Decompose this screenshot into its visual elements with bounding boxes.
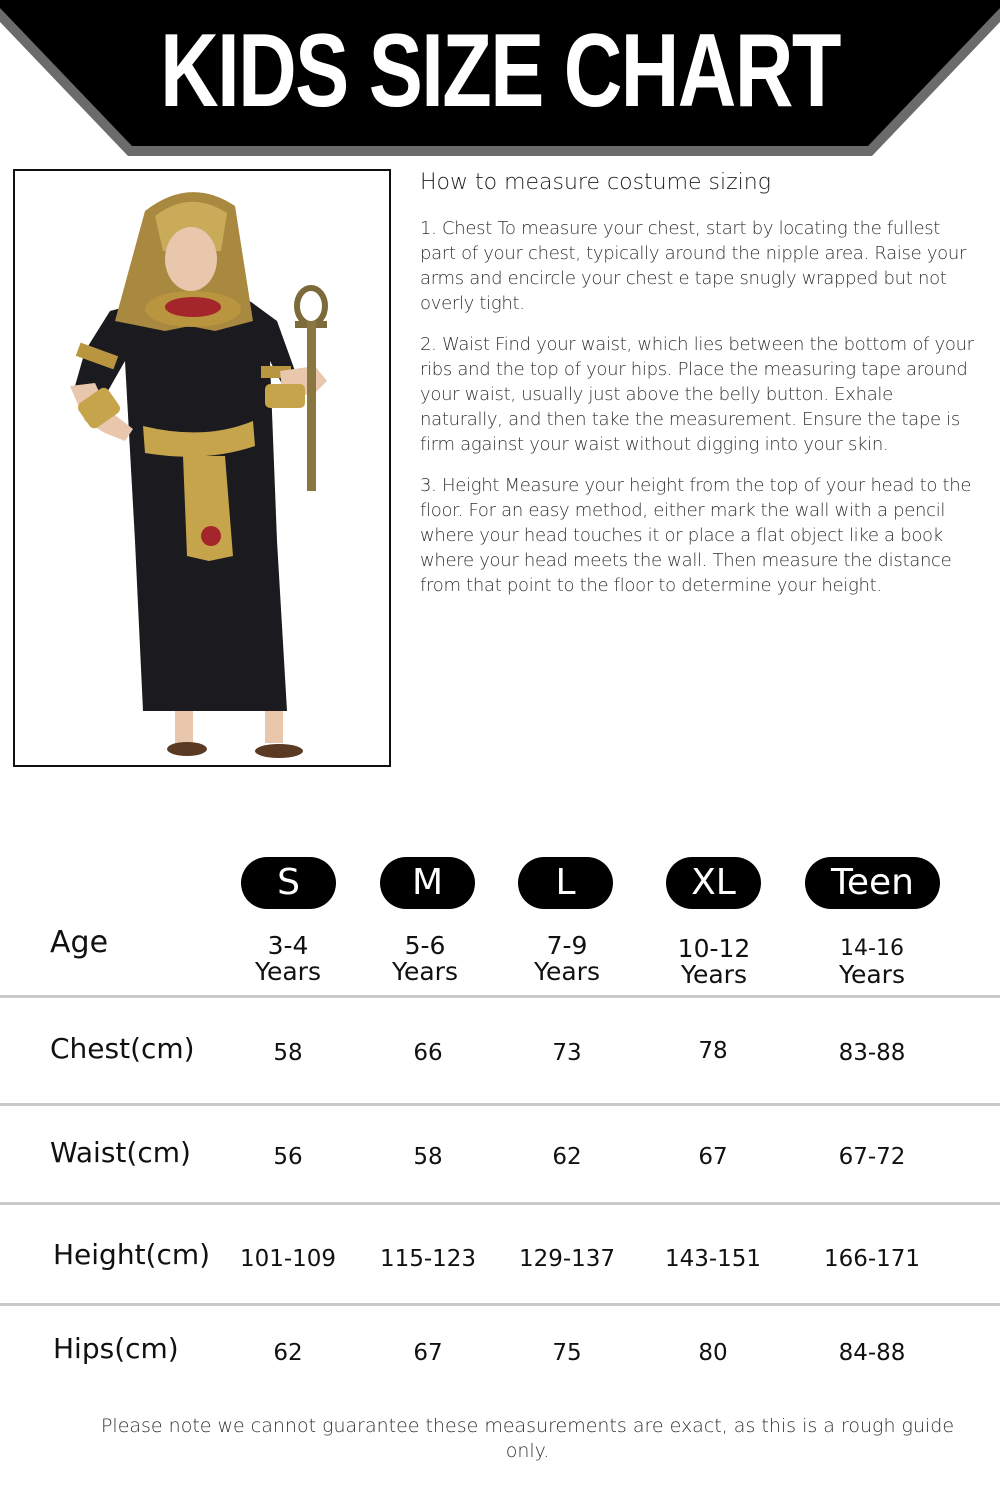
hips-value-xl: 80 bbox=[698, 1340, 728, 1366]
age-value-xl: 10-12 Years bbox=[677, 934, 751, 989]
costume-photo bbox=[13, 169, 391, 767]
table-divider bbox=[0, 1303, 1000, 1306]
instructions-heading: How to measure costume sizing bbox=[420, 170, 771, 195]
disclaimer-note: Please note we cannot guarantee these measurements are exact, as this is a rough guide only. bbox=[100, 1415, 955, 1462]
waist-label: Waist(cm) bbox=[50, 1136, 191, 1169]
size-pill-teen: Teen bbox=[805, 857, 940, 909]
hips-value-m: 67 bbox=[413, 1340, 443, 1366]
age-value-l: 7-9 Years bbox=[534, 931, 600, 986]
size-pill-l: L bbox=[518, 857, 613, 909]
waist-value-l: 62 bbox=[552, 1144, 582, 1170]
instruction-chest: 1. Chest To measure your chest, start by locating the fullest part of your chest, typically around the nipple area. Raise your arms and encircle your chest e tape snugly wrapped but not overly tight. bbox=[420, 218, 967, 314]
header-banner bbox=[0, 0, 1000, 160]
table-divider bbox=[0, 1202, 1000, 1205]
chest-value-s: 58 bbox=[273, 1040, 303, 1066]
costume-photo-illustration bbox=[15, 171, 389, 765]
age-label: Age bbox=[50, 925, 109, 960]
chest-value-l: 73 bbox=[552, 1040, 582, 1066]
chest-value-teen: 83-88 bbox=[838, 1040, 906, 1066]
size-pill-xl: XL bbox=[666, 857, 761, 909]
instruction-waist: 2. Waist Find your waist, which lies between the bottom of your ribs and the top of your hips. Place the measuring tape around your waist, usually just above the belly button. Exhale naturally, and then take the measurement. Ensure the tape is firm against your waist without digging into your skin. bbox=[420, 334, 974, 455]
instruction-height: 3. Height Measure your height from the top of your head to the floor. For an easy method, either mark the wall with a pencil where your head touches it or place a flat object like a book where your head meets the wall. Then measure the distance from that point to the floor to determine your height. bbox=[420, 475, 972, 596]
table-divider bbox=[0, 1103, 1000, 1106]
waist-value-m: 58 bbox=[413, 1144, 443, 1170]
height-label: Height(cm) bbox=[53, 1238, 211, 1271]
page-title: KIDS SIZE CHART bbox=[160, 13, 840, 129]
hips-value-l: 75 bbox=[552, 1340, 582, 1366]
measuring-instructions bbox=[420, 168, 980, 614]
age-value-s: 3-4 Years bbox=[255, 931, 321, 986]
height-value-s: 101-109 bbox=[239, 1246, 337, 1272]
height-value-xl: 143-151 bbox=[664, 1246, 762, 1272]
waist-value-s: 56 bbox=[273, 1144, 303, 1170]
height-value-m: 115-123 bbox=[379, 1246, 477, 1272]
hips-value-teen: 84-88 bbox=[838, 1340, 906, 1366]
chest-value-m: 66 bbox=[413, 1040, 443, 1066]
size-pill-m: M bbox=[380, 857, 475, 909]
chest-value-xl: 78 bbox=[698, 1038, 728, 1064]
chest-label: Chest(cm) bbox=[50, 1032, 195, 1065]
age-value-m: 5-6 Years bbox=[392, 931, 458, 986]
hips-value-s: 62 bbox=[273, 1340, 303, 1366]
height-value-teen: 166-171 bbox=[823, 1246, 921, 1272]
size-pill-s: S bbox=[241, 857, 336, 909]
waist-value-xl: 67 bbox=[698, 1144, 728, 1170]
age-value-teen: 14-16 Years bbox=[839, 936, 905, 989]
height-value-l: 129-137 bbox=[518, 1246, 616, 1272]
waist-value-teen: 67-72 bbox=[838, 1144, 906, 1170]
table-divider bbox=[0, 995, 1000, 998]
hips-label: Hips(cm) bbox=[53, 1332, 179, 1365]
